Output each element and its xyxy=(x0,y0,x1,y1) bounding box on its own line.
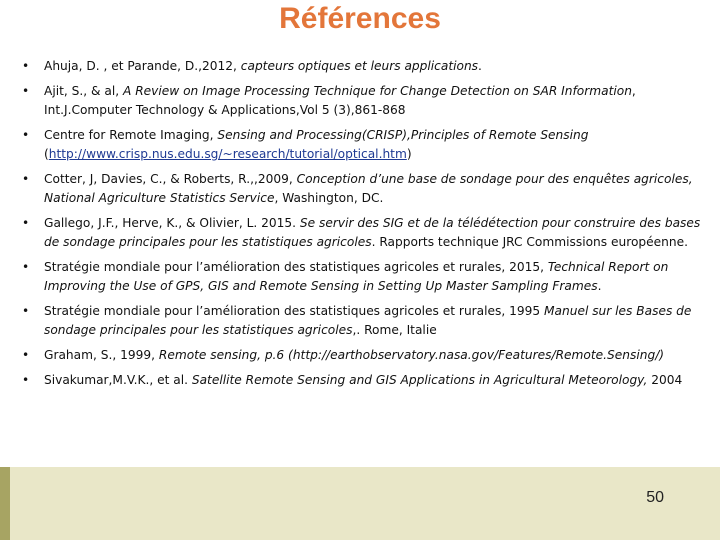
reference-text: Gallego, J.F., Herve, K., & Olivier, L. 2015. xyxy=(44,216,300,230)
reference-text: ) xyxy=(406,147,412,161)
reference-list xyxy=(22,57,712,396)
reference-text: Stratégie mondiale pour l’amélioration des statistiques agricoles et rurales, 2015, xyxy=(44,260,548,274)
bullet: • xyxy=(22,260,30,274)
reference-title: Conception d’une base de sondage pour des enquêtes agricoles, National Agriculture Statistics Service xyxy=(44,172,693,205)
reference-text: Graham, S., 1999, xyxy=(44,348,159,362)
reference-text: Ajit, S., & al, xyxy=(44,84,123,98)
footer-accent-strip xyxy=(0,467,10,540)
page-number: 50 xyxy=(646,489,664,506)
reference-text: 2004 xyxy=(647,373,683,387)
reference-item xyxy=(22,82,712,120)
reference-text: . Rapports technique JRC Commissions européenne. xyxy=(371,235,688,249)
bullet: • xyxy=(22,304,30,318)
reference-item xyxy=(22,170,712,208)
reference-text: ( xyxy=(44,147,49,161)
bullet: • xyxy=(22,84,30,98)
footer-band xyxy=(0,467,720,540)
reference-title: A Review on Image Processing Technique for Change Detection on SAR Information xyxy=(122,84,632,98)
reference-title: Satellite Remote Sensing and GIS Applications in Agricultural Meteorology, xyxy=(191,373,648,387)
reference-text: Sivakumar,M.V.K., et al. xyxy=(44,373,192,387)
reference-text: , Washington, DC. xyxy=(274,191,384,205)
reference-text: Centre for Remote Imaging, xyxy=(44,128,218,142)
reference-item xyxy=(22,214,712,252)
reference-item xyxy=(22,258,712,296)
reference-text: Ahuja, D. , et Parande, D.,2012, xyxy=(44,59,241,73)
reference-link[interactable]: http://www.crisp.nus.edu.sg/~research/tutorial/optical.htm xyxy=(48,147,407,161)
reference-text: . xyxy=(478,59,482,73)
reference-title: Remote sensing, p.6 (http://earthobservatory.nasa.gov/Features/Remote.Sensing/) xyxy=(158,348,665,362)
reference-item xyxy=(22,57,712,76)
bullet: • xyxy=(22,373,30,387)
slide-title: Références xyxy=(279,2,441,35)
reference-title: Se servir des SIG et de la télédétection pour construire des bases de sondage principales pour les statistiques agricoles xyxy=(44,216,701,249)
reference-title: Technical Report on Improving the Use of GPS, GIS and Remote Sensing in Setting Up Master Sampling Frames xyxy=(44,260,669,293)
reference-item xyxy=(22,302,712,340)
reference-item xyxy=(22,346,712,365)
bullet: • xyxy=(22,216,30,230)
reference-item xyxy=(22,126,712,164)
reference-text: , Int.J.Computer Technology & Applications,Vol 5 (3),861-868 xyxy=(44,84,636,117)
reference-title: Sensing and Processing(CRISP),Principles of Remote Sensing xyxy=(217,128,589,142)
bullet: • xyxy=(22,172,30,186)
bullet: • xyxy=(22,59,30,73)
reference-title: capteurs optiques et leurs applications xyxy=(240,59,479,73)
bullet: • xyxy=(22,348,30,362)
reference-title: Manuel sur les Bases de sondage principales pour les statistiques agricoles xyxy=(44,304,692,337)
reference-text: Cotter, J, Davies, C., & Roberts, R.,,2009, xyxy=(44,172,297,186)
reference-text: Stratégie mondiale pour l’amélioration des statistiques agricoles et rurales, 1995 xyxy=(44,304,545,318)
reference-item xyxy=(22,371,712,390)
reference-text: . xyxy=(597,279,602,293)
bullet: • xyxy=(22,128,30,142)
reference-text: ,. Rome, Italie xyxy=(352,323,437,337)
